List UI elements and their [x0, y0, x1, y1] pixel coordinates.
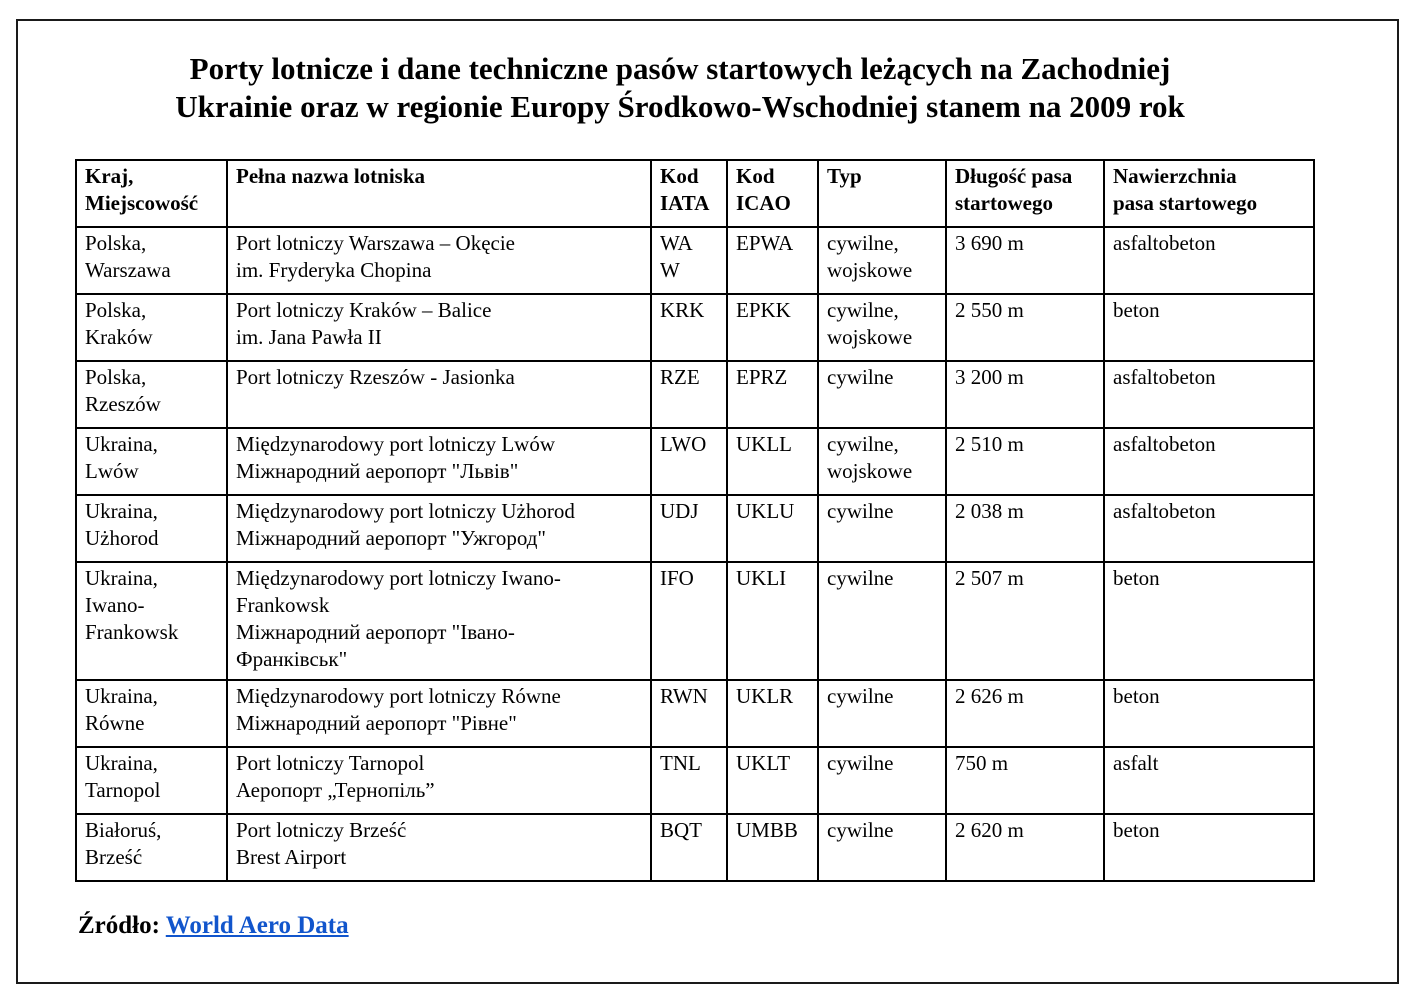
cell-text: Port lotniczy Brześć	[236, 818, 407, 842]
cell-text: Міжнародний аеропорт "Рівне"	[236, 711, 517, 735]
header-runway-surface	[1104, 160, 1314, 227]
cell-icao-code	[727, 428, 818, 495]
cell-text: 2 550 m	[955, 298, 1024, 322]
cell-text: asfaltobeton	[1113, 365, 1216, 389]
cell-text: Lwów	[85, 459, 139, 483]
cell-runway-surface	[1104, 227, 1314, 294]
cell-text: Kraków	[85, 325, 153, 349]
cell-text: Kod	[660, 164, 699, 188]
cell-text: asfaltobeton	[1113, 231, 1216, 255]
cell-country-city	[76, 680, 227, 747]
cell-text: Ukraina,	[85, 499, 158, 523]
cell-airport-name	[227, 495, 651, 562]
cell-text: EPKK	[736, 298, 791, 322]
cell-text: UMBB	[736, 818, 798, 842]
table-body	[76, 227, 1314, 881]
cell-text: 2 626 m	[955, 684, 1024, 708]
cell-country-city	[76, 562, 227, 680]
cell-runway-surface	[1104, 747, 1314, 814]
cell-text: UKLI	[736, 566, 787, 590]
cell-runway-length	[946, 294, 1104, 361]
cell-text: beton	[1113, 566, 1160, 590]
cell-text: beton	[1113, 818, 1160, 842]
cell-icao-code	[727, 495, 818, 562]
airports-table	[75, 159, 1315, 882]
cell-text: Аеропорт „Тернопіль”	[236, 778, 435, 802]
cell-type	[818, 294, 946, 361]
cell-text: cywilne,	[827, 298, 899, 322]
cell-text: Port lotniczy Kraków – Balice	[236, 298, 492, 322]
cell-text: RZE	[660, 365, 700, 389]
cell-text: TNL	[660, 751, 701, 775]
table-header	[76, 160, 1314, 227]
cell-text: KRK	[660, 298, 705, 322]
cell-text: Pełna nazwa lotniska	[236, 164, 426, 188]
cell-text: Port lotniczy Rzeszów - Jasionka	[236, 365, 515, 389]
cell-text: UDJ	[660, 499, 699, 523]
cell-iata-code	[651, 428, 727, 495]
cell-country-city	[76, 814, 227, 881]
title-line-2: Ukrainie oraz w regionie Europy Środkowo-Wschodniej stanem na 2009 rok	[175, 89, 1185, 124]
cell-text: Brześć	[85, 845, 143, 869]
cell-type	[818, 227, 946, 294]
cell-text: im. Jana Pawła II	[236, 325, 382, 349]
cell-text: Франківськ"	[236, 647, 348, 671]
cell-icao-code	[727, 680, 818, 747]
cell-country-city	[76, 361, 227, 428]
cell-text: beton	[1113, 298, 1160, 322]
header-country-city	[76, 160, 227, 227]
cell-text: WA	[660, 231, 693, 255]
cell-text: asfaltobeton	[1113, 499, 1216, 523]
cell-text: asfaltobeton	[1113, 432, 1216, 456]
cell-iata-code	[651, 747, 727, 814]
cell-text: cywilne	[827, 499, 894, 523]
cell-text: im. Fryderyka Chopina	[236, 258, 432, 282]
cell-text: Międzynarodowy port lotniczy Równe	[236, 684, 561, 708]
cell-text: Tarnopol	[85, 778, 161, 802]
cell-airport-name	[227, 680, 651, 747]
cell-text: Міжнародний аеропорт "Івано-	[236, 620, 515, 644]
cell-type	[818, 562, 946, 680]
cell-iata-code	[651, 227, 727, 294]
cell-iata-code	[651, 294, 727, 361]
cell-icao-code	[727, 294, 818, 361]
table-row	[76, 227, 1314, 294]
cell-country-city	[76, 428, 227, 495]
table-row	[76, 361, 1314, 428]
cell-runway-surface	[1104, 428, 1314, 495]
source-note	[78, 910, 349, 942]
cell-text: Міжнародний аеропорт "Львів"	[236, 459, 519, 483]
cell-icao-code	[727, 814, 818, 881]
cell-iata-code	[651, 562, 727, 680]
cell-iata-code	[651, 361, 727, 428]
cell-runway-surface	[1104, 562, 1314, 680]
cell-text: Długość pasa	[955, 164, 1073, 188]
cell-runway-surface	[1104, 294, 1314, 361]
cell-text: Port lotniczy Warszawa – Okęcie	[236, 231, 515, 255]
table-header-row	[76, 160, 1314, 227]
cell-text: 3 690 m	[955, 231, 1024, 255]
cell-text: wojskowe	[827, 325, 913, 349]
cell-type	[818, 361, 946, 428]
cell-text: Ukraina,	[85, 684, 158, 708]
header-airport-name	[227, 160, 651, 227]
cell-runway-length	[946, 227, 1104, 294]
cell-text: BQT	[660, 818, 702, 842]
cell-airport-name	[227, 814, 651, 881]
cell-icao-code	[727, 227, 818, 294]
cell-runway-length	[946, 361, 1104, 428]
cell-text: Białoruś,	[85, 818, 162, 842]
cell-icao-code	[727, 562, 818, 680]
cell-text: UKLL	[736, 432, 792, 456]
table-row	[76, 562, 1314, 680]
cell-text: IFO	[660, 566, 694, 590]
cell-runway-surface	[1104, 814, 1314, 881]
cell-text: 2 510 m	[955, 432, 1024, 456]
cell-iata-code	[651, 495, 727, 562]
cell-text: Polska,	[85, 298, 147, 322]
header-icao-code	[727, 160, 818, 227]
cell-airport-name	[227, 562, 651, 680]
cell-runway-length	[946, 747, 1104, 814]
cell-text: RWN	[660, 684, 708, 708]
cell-text: Międzynarodowy port lotniczy Użhorod	[236, 499, 575, 523]
cell-type	[818, 680, 946, 747]
cell-text: Iwano-	[85, 593, 145, 617]
cell-text: cywilne	[827, 751, 894, 775]
cell-airport-name	[227, 361, 651, 428]
cell-text: asfalt	[1113, 751, 1159, 775]
cell-text: wojskowe	[827, 258, 913, 282]
cell-text: cywilne,	[827, 432, 899, 456]
source-link[interactable]: World Aero Data	[165, 912, 349, 939]
cell-text: Ukraina,	[85, 566, 158, 590]
cell-text: Równe	[85, 711, 145, 735]
cell-text: Miejscowość	[85, 191, 199, 215]
cell-text: IATA	[660, 191, 710, 215]
cell-text: Port lotniczy Tarnopol	[236, 751, 425, 775]
cell-text: cywilne	[827, 365, 894, 389]
cell-iata-code	[651, 814, 727, 881]
cell-airport-name	[227, 747, 651, 814]
cell-runway-surface	[1104, 495, 1314, 562]
cell-type	[818, 495, 946, 562]
cell-runway-surface	[1104, 361, 1314, 428]
cell-text: Kod	[736, 164, 775, 188]
table-row	[76, 680, 1314, 747]
cell-type	[818, 428, 946, 495]
cell-text: Nawierzchnia	[1113, 164, 1237, 188]
cell-text: Polska,	[85, 365, 147, 389]
cell-text: UKLT	[736, 751, 791, 775]
cell-text: Rzeszów	[85, 392, 161, 416]
cell-runway-length	[946, 428, 1104, 495]
cell-type	[818, 747, 946, 814]
cell-text: Typ	[827, 164, 862, 188]
cell-text: Brest Airport	[236, 845, 347, 869]
cell-text: startowego	[955, 191, 1053, 215]
cell-icao-code	[727, 361, 818, 428]
cell-text: 3 200 m	[955, 365, 1024, 389]
cell-text: Frankowsk	[236, 593, 330, 617]
cell-text: Użhorod	[85, 526, 159, 550]
cell-iata-code	[651, 680, 727, 747]
cell-text: Міжнародний аеропорт "Ужгород"	[236, 526, 546, 550]
cell-text: cywilne	[827, 566, 894, 590]
cell-text: EPRZ	[736, 365, 788, 389]
cell-text: UKLU	[736, 499, 795, 523]
cell-runway-length	[946, 680, 1104, 747]
cell-text: Międzynarodowy port lotniczy Lwów	[236, 432, 556, 456]
cell-text: 2 038 m	[955, 499, 1024, 523]
cell-text: W	[660, 258, 680, 282]
cell-text: Warszawa	[85, 258, 171, 282]
cell-text: Polska,	[85, 231, 147, 255]
cell-text: Kraj,	[85, 164, 134, 188]
cell-text: EPWA	[736, 231, 794, 255]
cell-runway-surface	[1104, 680, 1314, 747]
cell-text: Ukraina,	[85, 432, 158, 456]
cell-text: cywilne	[827, 684, 894, 708]
cell-text: cywilne	[827, 818, 894, 842]
cell-country-city	[76, 227, 227, 294]
cell-text: pasa startowego	[1113, 191, 1258, 215]
header-type	[818, 160, 946, 227]
cell-text: 750 m	[955, 751, 1009, 775]
header-runway-length	[946, 160, 1104, 227]
cell-country-city	[76, 294, 227, 361]
table-row	[76, 495, 1314, 562]
cell-text: ICAO	[736, 191, 791, 215]
cell-text: cywilne,	[827, 231, 899, 255]
cell-text: Ukraina,	[85, 751, 158, 775]
cell-text: wojskowe	[827, 459, 913, 483]
cell-airport-name	[227, 294, 651, 361]
table-row	[76, 428, 1314, 495]
cell-airport-name	[227, 227, 651, 294]
cell-runway-length	[946, 495, 1104, 562]
cell-text: UKLR	[736, 684, 794, 708]
cell-text: beton	[1113, 684, 1160, 708]
table-row	[76, 294, 1314, 361]
cell-icao-code	[727, 747, 818, 814]
cell-runway-length	[946, 814, 1104, 881]
title-line-1: Porty lotnicze i dane techniczne pasów startowych leżących na Zachodniej	[189, 51, 1171, 86]
cell-airport-name	[227, 428, 651, 495]
source-label: Źródło:	[78, 912, 160, 939]
cell-text: 2 620 m	[955, 818, 1024, 842]
table-row	[76, 814, 1314, 881]
header-iata-code	[651, 160, 727, 227]
cell-text: LWO	[660, 432, 707, 456]
cell-runway-length	[946, 562, 1104, 680]
cell-type	[818, 814, 946, 881]
cell-text: Międzynarodowy port lotniczy Iwano-	[236, 566, 561, 590]
cell-text: 2 507 m	[955, 566, 1024, 590]
cell-text: Frankowsk	[85, 620, 179, 644]
page-title	[60, 50, 1300, 126]
cell-country-city	[76, 495, 227, 562]
cell-country-city	[76, 747, 227, 814]
table-row	[76, 747, 1314, 814]
